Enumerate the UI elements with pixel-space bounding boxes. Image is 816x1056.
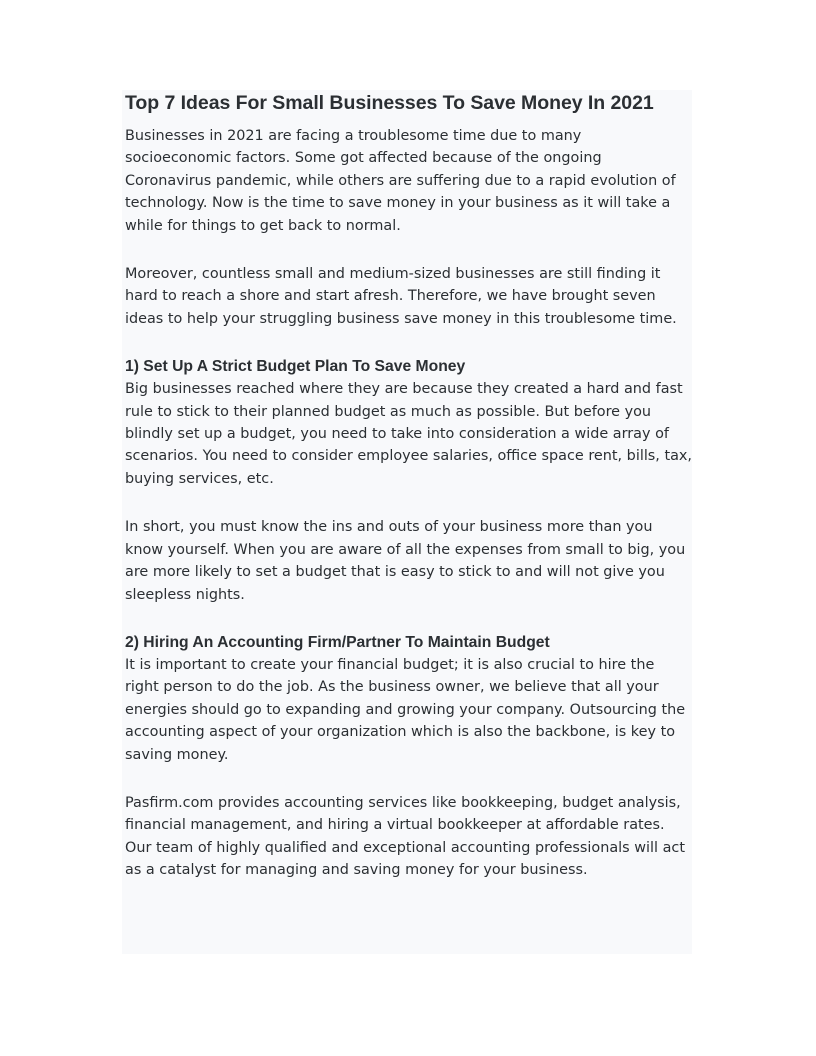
section-2-paragraph-1: It is important to create your financial budget; it is also crucial to hire the right person to do the job. As the business owner, we believe that all your energies should go to expanding and growing your company. Outsourcing the accounting aspect of your organization which is also the backbone, is key to saving money. xyxy=(125,656,686,763)
intro-paragraph-2: Moreover, countless small and medium-sized businesses are still finding it hard to reach a shore and start afresh. Therefore, we have brought seven ideas to help your struggling business save money in this troublesome time. xyxy=(125,266,677,327)
article-title: Top 7 Ideas For Small Businesses To Save Money In 2021 xyxy=(125,92,654,114)
section-2-heading: 2) Hiring An Accounting Firm/Partner To Maintain Budget xyxy=(125,633,550,651)
section-1-paragraph-1: Big businesses reached where they are because they created a hard and fast rule to stick to their planned budget as much as possible. But before you blindly set up a budget, you need to take into consideration a wide array of scenarios. You need to consider employee salaries, office space rent, bills, tax, buying services, etc. xyxy=(125,381,693,487)
intro-paragraph-1: Businesses in 2021 are facing a troublesome time due to many socioeconomic factors. Some got affected because of the ongoing Coronavirus pandemic, while others are suffering due to a rapid evolution of technology. Now is the time to save money in your business as it will take a while for things to get back to normal. xyxy=(125,128,676,234)
section-1-heading: 1) Set Up A Strict Budget Plan To Save Money xyxy=(125,358,466,376)
article-body xyxy=(122,90,692,954)
section-1-paragraph-2: In short, you must know the ins and outs of your business more than you know yourself. When you are aware of all the expenses from small to big, you are more likely to set a budget that is easy to stick to and will not give you sleepless nights. xyxy=(125,519,686,603)
section-2-paragraph-2: Pasfirm.com provides accounting services like bookkeeping, budget analysis, financial management, and hiring a virtual bookkeeper at affordable rates. Our team of highly qualified and exceptional accounting professionals will act as a catalyst for managing and saving money for your business. xyxy=(125,794,685,879)
